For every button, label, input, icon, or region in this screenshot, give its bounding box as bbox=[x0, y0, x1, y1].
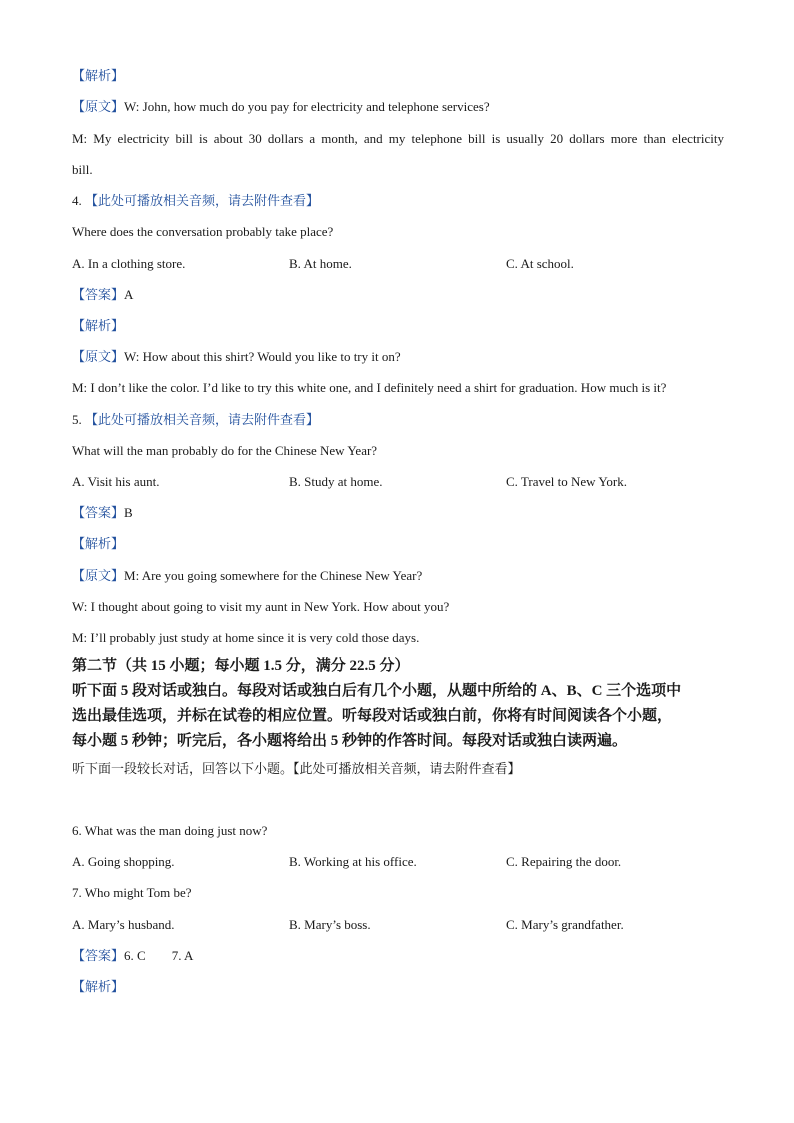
question-4-text: Where does the conversation probably take place? bbox=[72, 224, 334, 239]
section-title: 第二节（共 15 小题；每小题 1.5 分，满分 22.5 分） bbox=[72, 658, 410, 674]
answer-value: A bbox=[124, 287, 134, 302]
question-4-header bbox=[72, 192, 724, 209]
analysis-label: 【解析】 bbox=[72, 68, 125, 83]
transcript-line: M: My electricity bill is about 30 dollars a month, and my telephone bill is usually 20 dollars more than electricity bbox=[72, 131, 724, 146]
audio-link[interactable]: 【此处可播放相关音频，请去附件查看】 bbox=[85, 193, 320, 208]
section-instructions: 听下面 5 段对话或独白。每段对话或独白后有几个小题，从题中所给的 A、B、C 三个选项中 bbox=[72, 683, 682, 699]
audio-link[interactable]: 【此处可播放相关音频，请去附件查看】 bbox=[293, 761, 521, 776]
section-prompt bbox=[72, 760, 724, 777]
option-c: C. Repairing the door. bbox=[506, 854, 622, 869]
answer-line bbox=[72, 947, 724, 964]
question-5-text: What will the man probably do for the Chinese New Year? bbox=[72, 443, 378, 458]
answer-label: 【答案】 bbox=[72, 505, 125, 520]
question-5-header bbox=[72, 411, 724, 428]
analysis-label: 【解析】 bbox=[72, 318, 125, 333]
answer-label: 【答案】 bbox=[72, 287, 125, 302]
transcript-label: 【原文】 bbox=[72, 349, 125, 364]
option-b: B. Mary’s boss. bbox=[289, 917, 371, 932]
transcript-line bbox=[72, 348, 724, 365]
question-number: 4. bbox=[72, 193, 82, 208]
transcript-line: M: I’ll probably just study at home since it is very cold those days. bbox=[72, 630, 420, 645]
option-a: A. In a clothing store. bbox=[72, 256, 186, 271]
audio-link[interactable]: 【此处可播放相关音频，请去附件查看】 bbox=[85, 412, 320, 427]
option-c: C. Travel to New York. bbox=[506, 474, 627, 489]
transcript-line: M: I don’t like the color. I’d like to try this white one, and I definitely need a shirt for graduation. How much is it? bbox=[72, 380, 667, 395]
analysis-label: 【解析】 bbox=[72, 536, 125, 551]
transcript-line bbox=[72, 567, 724, 584]
analysis-label: 【解析】 bbox=[72, 979, 125, 994]
answer-line bbox=[72, 504, 724, 521]
answer-value: 7. A bbox=[171, 948, 194, 963]
prompt-text: 听下面一段较长对话，回答以下小题。 bbox=[72, 761, 294, 776]
option-a: A. Mary’s husband. bbox=[72, 917, 175, 932]
section-instructions: 每小题 5 秒钟；听完后，各小题将给出 5 秒钟的作答时间。每段对话或独白读两遍。 bbox=[72, 733, 628, 749]
option-b: B. At home. bbox=[289, 256, 352, 271]
answer-label: 【答案】 bbox=[72, 948, 125, 963]
transcript-line: W: I thought about going to visit my aunt in New York. How about you? bbox=[72, 599, 450, 614]
transcript-text: W: John, how much do you pay for electricity and telephone services? bbox=[124, 99, 490, 114]
question-7-text: 7. Who might Tom be? bbox=[72, 885, 192, 900]
option-c: C. Mary’s grandfather. bbox=[506, 917, 624, 932]
transcript-text: W: How about this shirt? Would you like to try it on? bbox=[124, 349, 401, 364]
option-a: A. Visit his aunt. bbox=[72, 474, 160, 489]
transcript-line: bill. bbox=[72, 162, 93, 177]
transcript-label: 【原文】 bbox=[72, 99, 125, 114]
option-b: B. Working at his office. bbox=[289, 854, 417, 869]
option-b: B. Study at home. bbox=[289, 474, 383, 489]
option-a: A. Going shopping. bbox=[72, 854, 175, 869]
answer-value: 6. C bbox=[124, 948, 146, 963]
question-6-text: 6. What was the man doing just now? bbox=[72, 823, 268, 838]
question-number: 5. bbox=[72, 412, 82, 427]
transcript-line bbox=[72, 98, 724, 115]
answer-line bbox=[72, 286, 724, 303]
option-c: C. At school. bbox=[506, 256, 574, 271]
answer-value: B bbox=[124, 505, 133, 520]
transcript-label: 【原文】 bbox=[72, 568, 125, 583]
section-instructions: 选出最佳选项，并标在试卷的相应位置。听每段对话或独白前，你将有时间阅读各个小题， bbox=[72, 708, 673, 724]
transcript-text: M: Are you going somewhere for the Chinese New Year? bbox=[124, 568, 423, 583]
